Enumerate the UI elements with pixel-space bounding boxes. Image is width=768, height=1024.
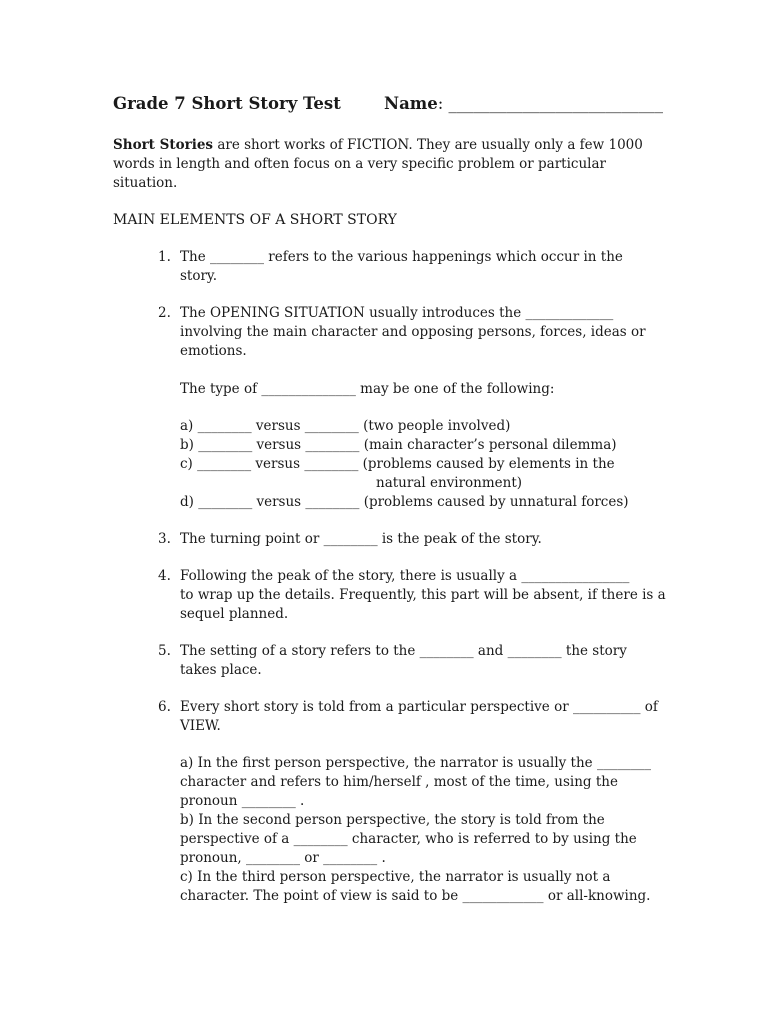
page-title: Grade 7 Short Story Test bbox=[113, 94, 341, 113]
q6-sub-line-2: character and refers to him/herself , most of the time, using the bbox=[180, 774, 618, 790]
q6-number: 6. bbox=[158, 699, 171, 715]
name-label: Name bbox=[384, 94, 438, 113]
q2-option-c-cont: natural environment) bbox=[376, 475, 523, 491]
q6-sub-line-8: character. The point of view is said to be ____________ or all-knowing. bbox=[180, 888, 651, 904]
q4-line-1: Following the peak of the story, there is usually a ________________ bbox=[180, 568, 630, 584]
q2-option-a: a) ________ versus ________ (two people involved) bbox=[180, 418, 511, 434]
q2-line-2: involving the main character and opposing persons, forces, ideas or bbox=[180, 324, 646, 340]
q6-line-2: VIEW. bbox=[180, 718, 221, 734]
q2-type-line: The type of ______________ may be one of the following: bbox=[180, 381, 555, 397]
q6-sub-line-4: b) In the second person perspective, the story is told from the bbox=[180, 812, 605, 828]
intro-line-2: words in length and often focus on a very specific problem or particular bbox=[113, 156, 606, 172]
name-blank: : __________________________ bbox=[437, 94, 664, 113]
q2-option-b: b) ________ versus ________ (main character’s personal dilemma) bbox=[180, 437, 617, 453]
q6-sub-line-3: pronoun ________ . bbox=[180, 793, 305, 809]
q6-line-1: Every short story is told from a particular perspective or __________ of bbox=[180, 699, 658, 715]
q1-line-2: story. bbox=[180, 268, 218, 284]
q4-line-2: to wrap up the details. Frequently, this part will be absent, if there is a bbox=[180, 587, 666, 603]
section-heading: MAIN ELEMENTS OF A SHORT STORY bbox=[113, 212, 397, 228]
q2-number: 2. bbox=[158, 305, 171, 321]
q3-number: 3. bbox=[158, 531, 171, 547]
q4-line-3: sequel planned. bbox=[180, 606, 289, 622]
q2-line-3: emotions. bbox=[180, 343, 247, 359]
q2-option-c: c) ________ versus ________ (problems caused by elements in the bbox=[180, 456, 615, 472]
q2-option-d: d) ________ versus ________ (problems caused by unnatural forces) bbox=[180, 494, 629, 510]
q4-number: 4. bbox=[158, 568, 171, 584]
q6-sub-line-7: c) In the third person perspective, the narrator is usually not a bbox=[180, 869, 611, 885]
q5-line-1: The setting of a story refers to the ________ and ________ the story bbox=[180, 643, 627, 659]
q6-sub-line-1: a) In the first person perspective, the narrator is usually the ________ bbox=[180, 755, 651, 771]
q5-line-2: takes place. bbox=[180, 662, 262, 678]
q6-sub-line-6: pronoun, ________ or ________ . bbox=[180, 850, 386, 866]
q1-number: 1. bbox=[158, 249, 171, 265]
q5-number: 5. bbox=[158, 643, 171, 659]
intro-line-3: situation. bbox=[113, 175, 178, 191]
q2-line-1: The OPENING SITUATION usually introduces the _____________ bbox=[180, 305, 614, 321]
q1-line-1: The ________ refers to the various happenings which occur in the bbox=[180, 249, 623, 265]
name-field bbox=[384, 94, 663, 113]
q6-sub-line-5: perspective of a ________ character, who is referred to by using the bbox=[180, 831, 637, 847]
intro-bold-term: Short Stories bbox=[113, 137, 214, 153]
intro-line-1: Short Stories are short works of FICTION. They are usually only a few 1000 bbox=[113, 137, 643, 153]
q3-line-1: The turning point or ________ is the peak of the story. bbox=[180, 531, 542, 547]
